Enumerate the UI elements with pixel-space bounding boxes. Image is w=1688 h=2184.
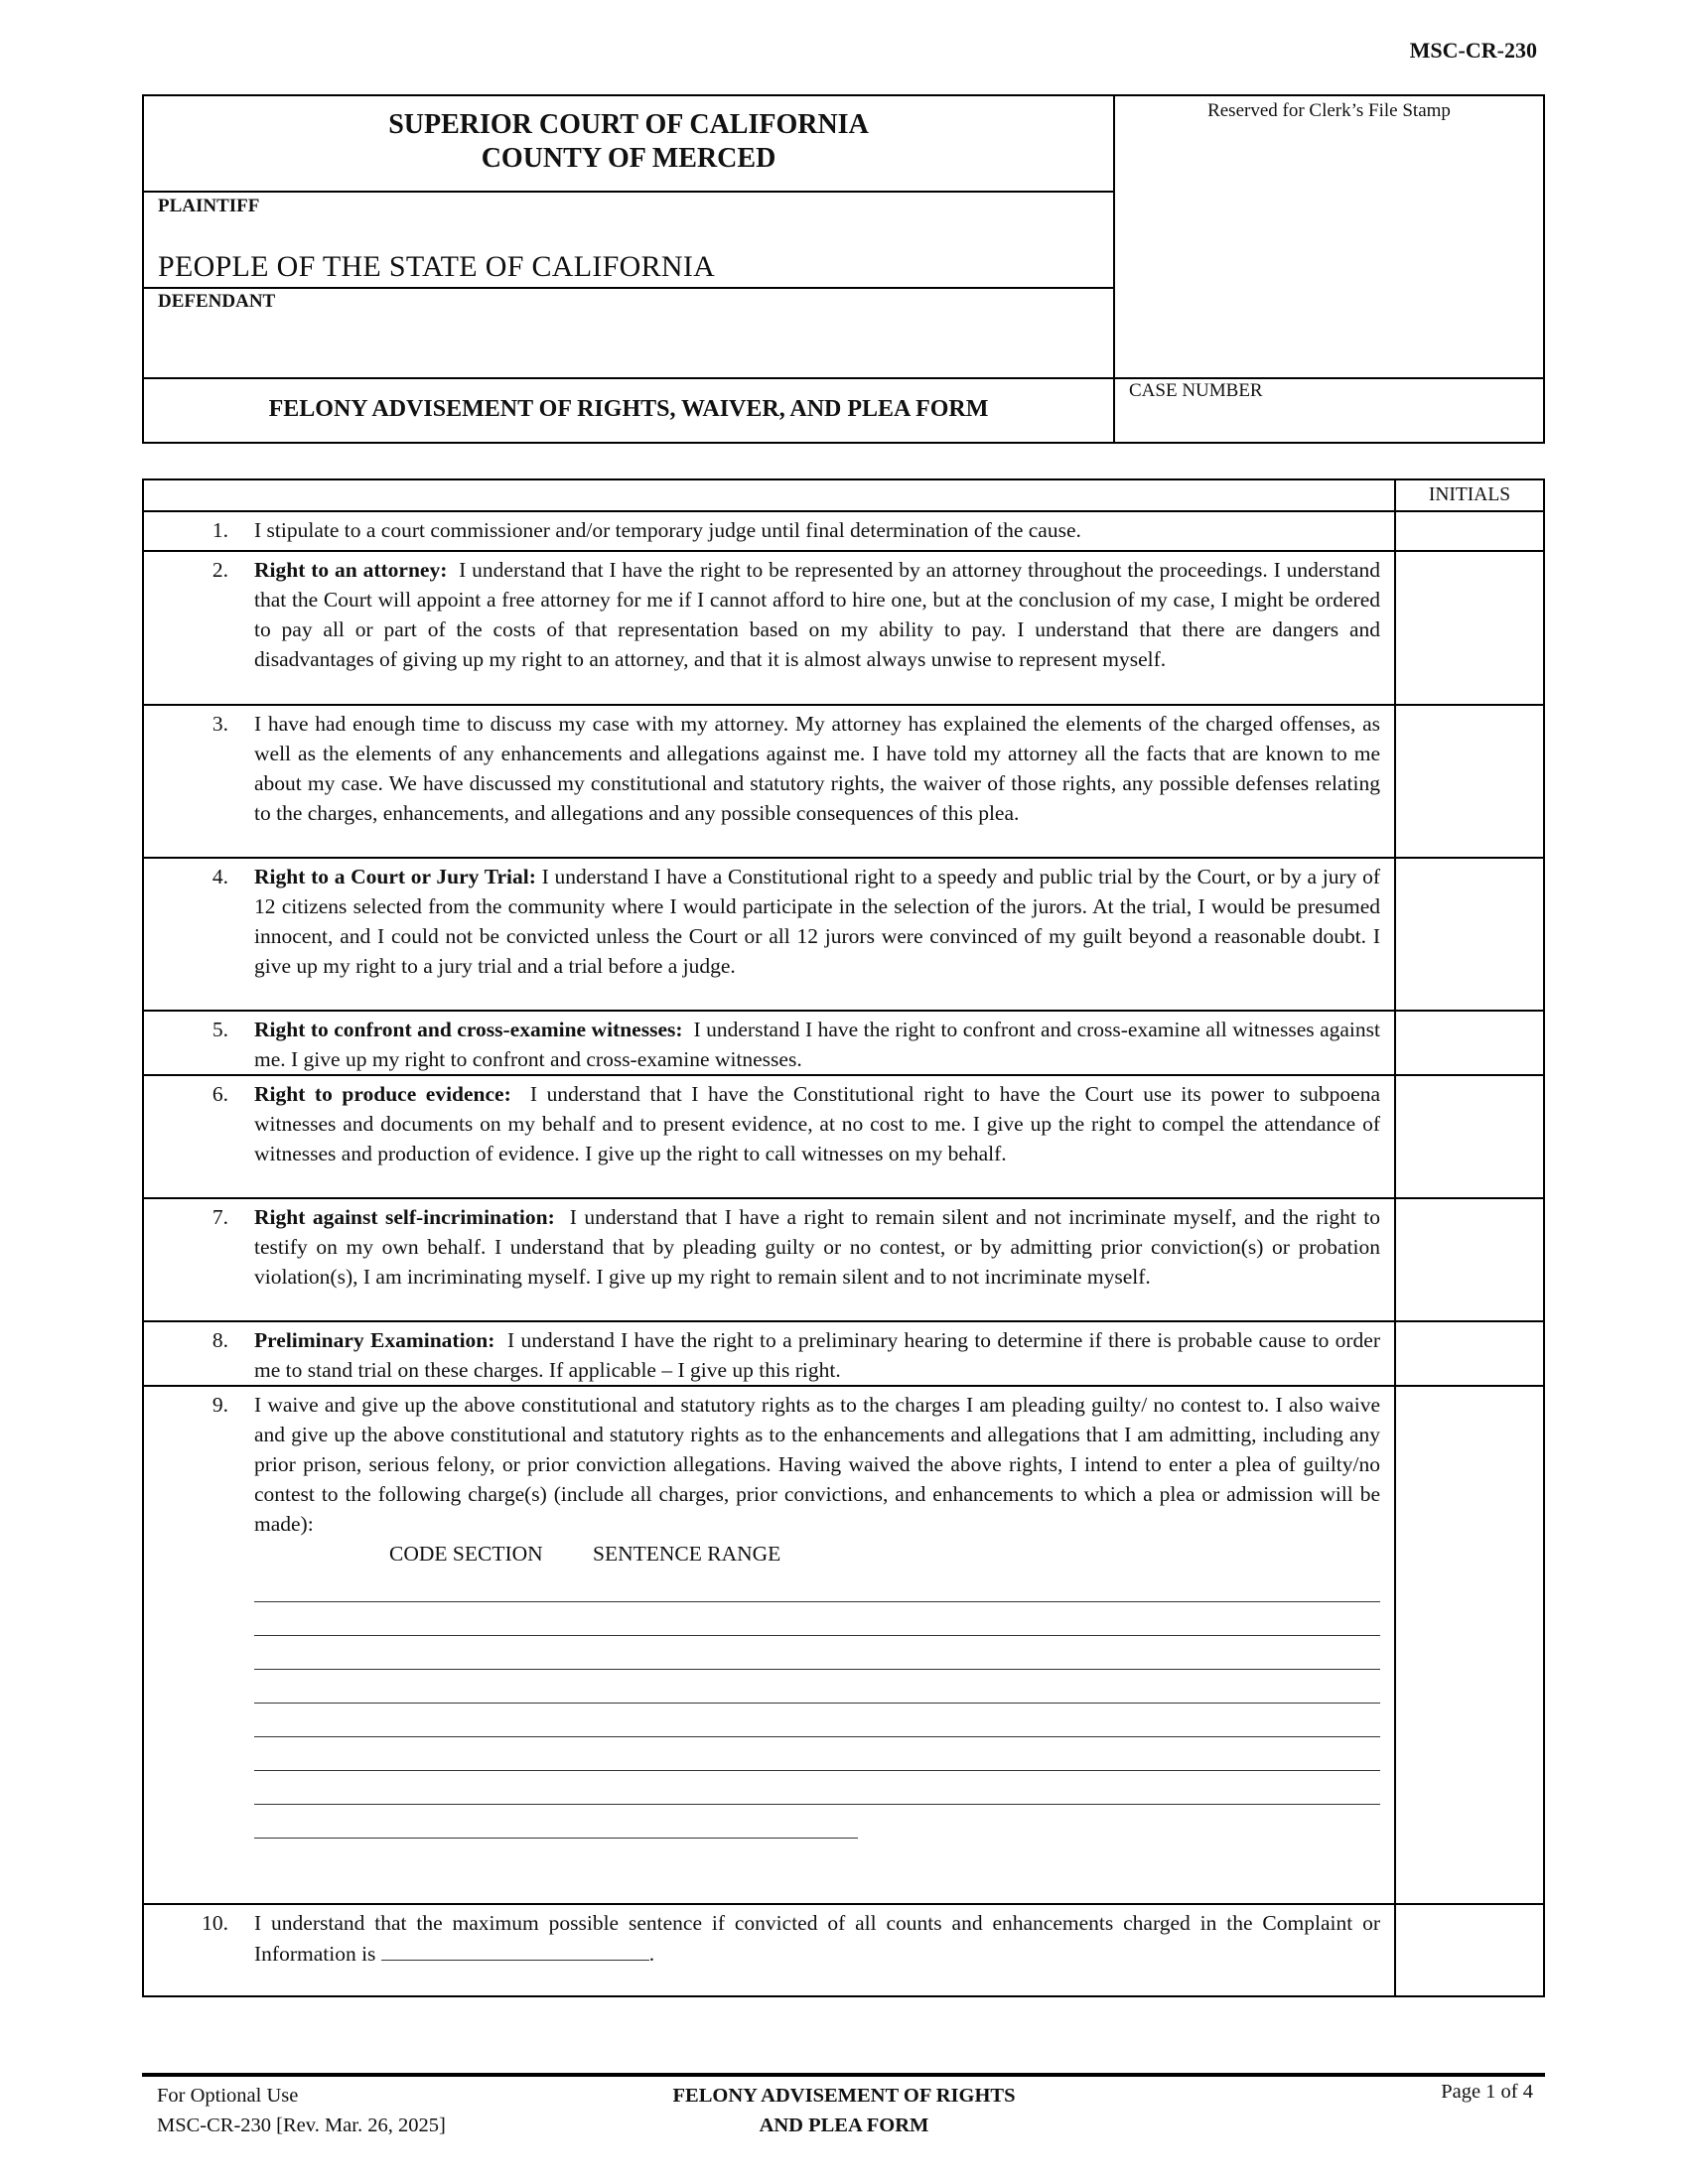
charges-blank-line[interactable]	[254, 1704, 1380, 1737]
footer-title	[536, 2081, 1152, 2140]
footer-revision: MSC-CR-230 [Rev. Mar. 26, 2025]	[157, 2115, 446, 2136]
charges-blank-line[interactable]	[254, 1569, 1380, 1602]
table-row	[143, 1386, 1544, 1904]
initials-field[interactable]	[1395, 511, 1544, 551]
footer-title-line-1: FELONY ADVISEMENT OF RIGHTS	[672, 2085, 1016, 2107]
footer-rule	[142, 2073, 1545, 2077]
initials-field[interactable]	[1395, 705, 1544, 858]
initials-field[interactable]	[1395, 858, 1544, 1011]
sentence-range-label: SENTENCE RANGE	[593, 1542, 781, 1566]
item-number: 8.	[143, 1321, 254, 1386]
charges-columns-header	[254, 1539, 1380, 1569]
table-row	[143, 1904, 1544, 1996]
case-number-label: CASE NUMBER	[1129, 380, 1263, 401]
item-number: 2.	[143, 551, 254, 705]
court-line-1: SUPERIOR COURT OF CALIFORNIA	[388, 109, 869, 140]
item-text: Right to an attorney: I understand that I have the right to be represented by an attorney throughout the proceedings. I understand that the Court will appoint a free attorney for me if I cannot afford to hire one, but at the conclusion of my case, I might be ordered to pay all or part of the costs of that representation based on my ability to pay. I understand that there are dangers and disadvantages of giving up my right to an attorney, and that it is almost always unwise to represent myself.	[254, 551, 1395, 705]
divider	[144, 287, 1113, 289]
item-text: Right against self-incrimination: I understand that I have a right to remain silent and not incriminate myself, and the right to testify on my own behalf. I understand that by pleading guilty or no contest, or by admitting prior conviction(s) or probation violation(s), I am incriminating myself. I give up my right to remain silent and to not incriminate myself.	[254, 1198, 1395, 1321]
charges-blank-line[interactable]	[254, 1602, 1380, 1636]
initials-field[interactable]	[1395, 1904, 1544, 1996]
table-row	[143, 1198, 1544, 1321]
item-number: 5.	[143, 1011, 254, 1075]
item-text: I understand that the maximum possible sentence if convicted of all counts and enhancements charged in the Complaint or Information is .	[254, 1904, 1395, 1996]
table-row	[143, 551, 1544, 705]
item-text: I waive and give up the above constitutional and statutory rights as to the charges I am pleading guilty/ no contest to. I also waive and give up the above constitutional and statutory rights as to the enhancements and allegations that I am admitting, including any prior prison, serious felony, or prior conviction allegations. Having waived the above rights, I intend to enter a plea of guilty/no contest to the following charge(s) (include all charges, prior convictions, and enhancements to which a plea or admission will be made): CODE SECTION SENTENCE RANGE	[254, 1386, 1395, 1904]
defendant-label: DEFENDANT	[158, 291, 276, 312]
item-number: 3.	[143, 705, 254, 858]
page-number: Page 1 of 4	[1441, 2081, 1533, 2103]
charges-blank-line[interactable]	[254, 1636, 1380, 1670]
table-row	[143, 511, 1544, 551]
item-text: Preliminary Examination: I understand I have the right to a preliminary hearing to determine if there is probable cause to order me to stand trial on these charges. If applicable – I give up this right.	[254, 1321, 1395, 1386]
court-name	[144, 108, 1113, 176]
form-title: FELONY ADVISEMENT OF RIGHTS, WAIVER, AND PLEA FORM	[268, 396, 989, 422]
court-line-2: COUNTY OF MERCED	[481, 143, 776, 174]
item-number: 7.	[143, 1198, 254, 1321]
table-row	[143, 1321, 1544, 1386]
item-text: I stipulate to a court commissioner and/or temporary judge until final determination of the cause.	[254, 511, 1395, 551]
divider	[144, 191, 1113, 193]
footer-title-line-2: AND PLEA FORM	[759, 2115, 929, 2136]
initials-field[interactable]	[1395, 1386, 1544, 1904]
item-number: 1.	[143, 511, 254, 551]
footer-optional-use: For Optional Use	[157, 2085, 299, 2107]
plaintiff-label: PLAINTIFF	[158, 196, 260, 216]
initials-field[interactable]	[1395, 551, 1544, 705]
code-section-label: CODE SECTION	[389, 1542, 543, 1566]
initials-field[interactable]	[1395, 1075, 1544, 1198]
item-text: Right to a Court or Jury Trial: I understand I have a Constitutional right to a speedy and public trial by the Court, or by a jury of 12 citizens selected from the community where I would participate in the selection of the jurors. At the trial, I would be presumed innocent, and I could not be convicted unless the Court or all 12 jurors were convinced of my guilt beyond a reasonable doubt. I give up my right to a jury trial and a trial before a judge.	[254, 858, 1395, 1011]
item-text: Right to confront and cross-examine witnesses: I understand I have the right to confront and cross-examine all witnesses against me. I give up my right to confront and cross-examine witnesses.	[254, 1011, 1395, 1075]
divider	[1113, 96, 1115, 442]
caption-box	[142, 94, 1545, 444]
initials-field[interactable]	[1395, 1198, 1544, 1321]
item-text: Right to produce evidence: I understand that I have the Constitutional right to have the Court use its power to subpoena witnesses and documents on my behalf and to present evidence, at no cost to me. I give up the right to compel the attendance of witnesses and production of evidence. I give up the right to call witnesses on my behalf.	[254, 1075, 1395, 1198]
charges-blank-line[interactable]	[254, 1670, 1380, 1704]
form-number: MSC-CR-230	[1409, 38, 1537, 63]
item-number: 6.	[143, 1075, 254, 1198]
item-number: 4.	[143, 858, 254, 1011]
initials-field[interactable]	[1395, 1011, 1544, 1075]
table-row	[143, 858, 1544, 1011]
charges-blank-line[interactable]	[254, 1771, 1380, 1805]
item-text: I have had enough time to discuss my case with my attorney. My attorney has explained the elements of the charged offenses, as well as the elements of any enhancements and allegations against me. I have told my attorney all the facts that are known to me about my case. We have discussed my constitutional and statutory rights, the waiver of those rights, any possible defenses relating to the charges, enhancements, and allegations and any possible consequences of this plea.	[254, 705, 1395, 858]
charges-blank-line[interactable]	[254, 1737, 1380, 1771]
charges-blank-line[interactable]	[254, 1805, 858, 1839]
divider	[144, 377, 1543, 379]
initials-field[interactable]	[1395, 1321, 1544, 1386]
item-number: 9.	[143, 1386, 254, 1904]
initials-header: INITIALS	[1395, 479, 1544, 511]
table-row	[143, 1011, 1544, 1075]
max-sentence-field[interactable]	[381, 1938, 649, 1961]
item-number: 10.	[143, 1904, 254, 1996]
table-header-row	[143, 479, 1544, 511]
footer-left	[157, 2081, 446, 2140]
table-row	[143, 1075, 1544, 1198]
plaintiff-value: PEOPLE OF THE STATE OF CALIFORNIA	[158, 250, 716, 283]
clerk-stamp-area: Reserved for Clerk’s File Stamp	[1207, 100, 1451, 121]
rights-table	[142, 478, 1545, 1997]
table-row	[143, 705, 1544, 858]
